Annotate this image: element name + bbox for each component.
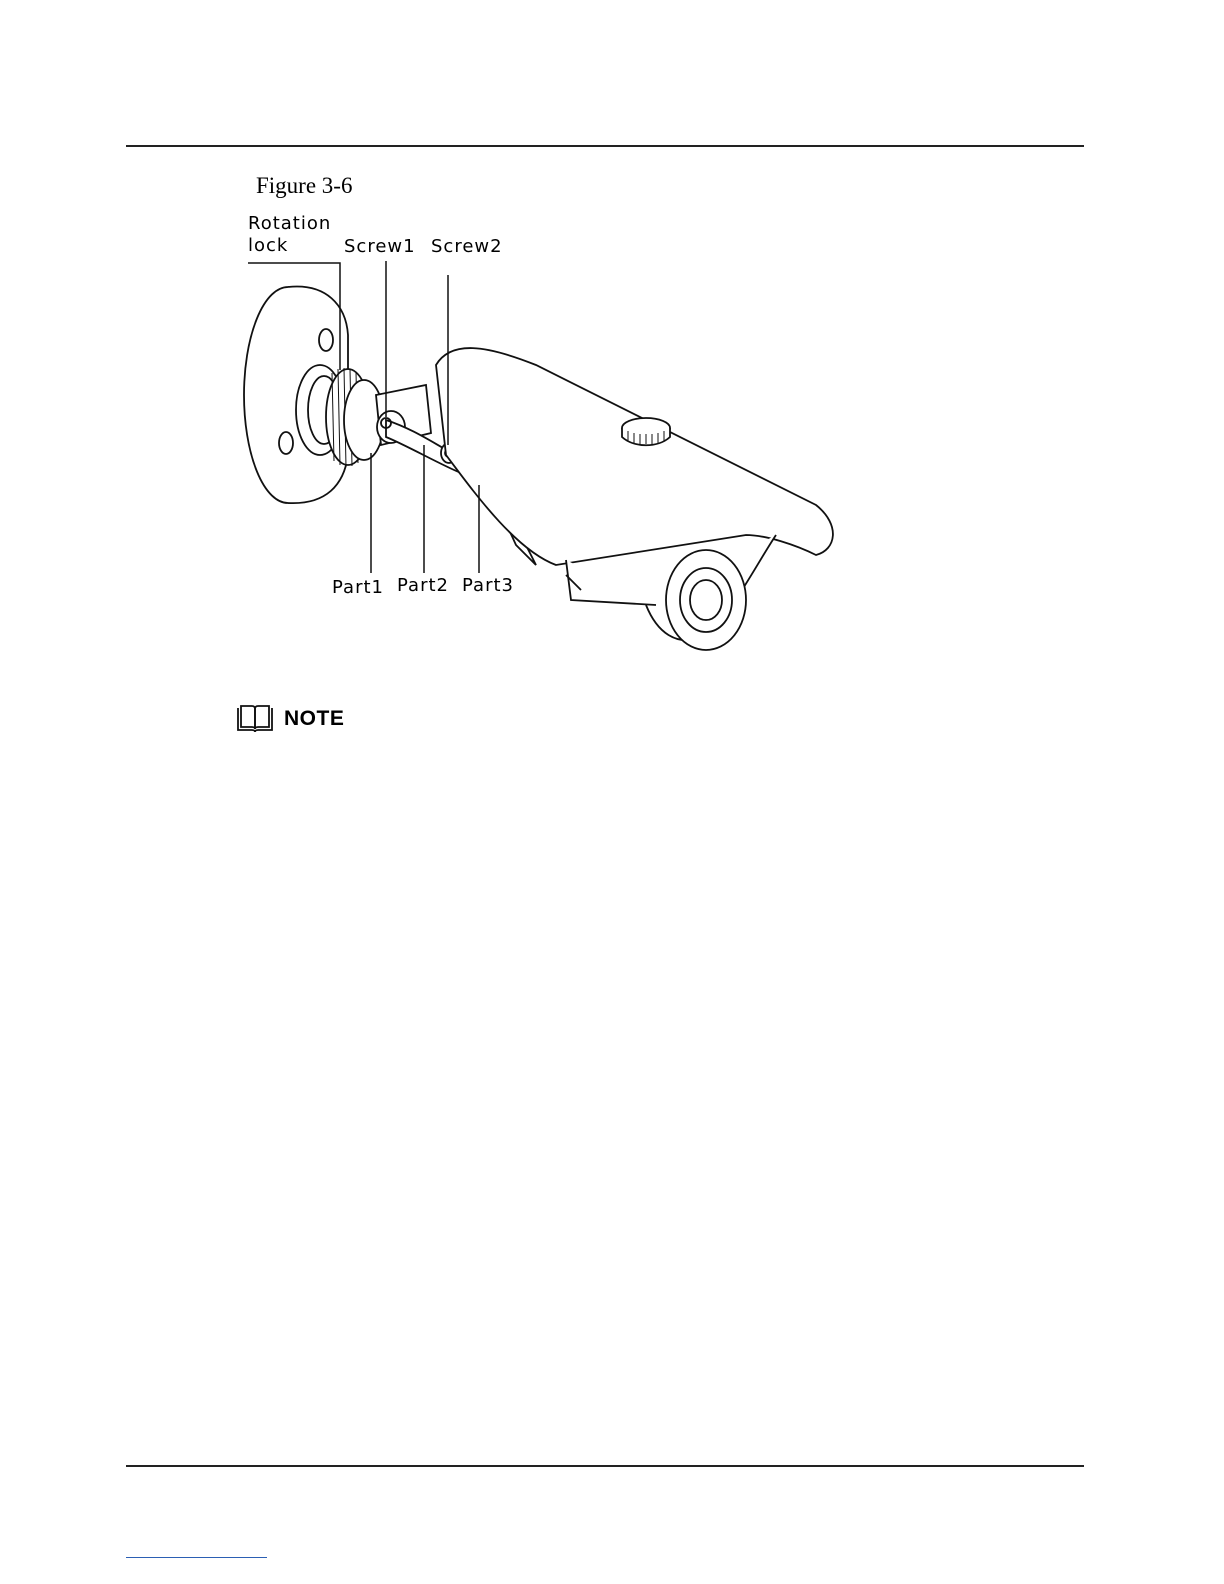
book-icon (236, 704, 274, 734)
callout-part1: Part1 (332, 577, 384, 598)
callout-rotation-lock-line2: lock (248, 235, 289, 256)
footer-rule (126, 1465, 1084, 1467)
note-heading (236, 704, 344, 734)
callout-rotation-lock-line1: Rotation (248, 213, 332, 234)
camera-illustration (236, 205, 856, 665)
callout-part3: Part3 (462, 575, 514, 596)
camera-body (436, 348, 833, 650)
rotation-lock-ring (326, 368, 384, 467)
sunshield-knob (622, 418, 670, 445)
figure-caption: Figure 3-6 (256, 173, 353, 198)
callout-screw1: Screw1 (344, 236, 416, 257)
callout-part2: Part2 (397, 575, 449, 596)
footer-link-underline[interactable] (126, 1557, 267, 1558)
note-label: NOTE (284, 707, 345, 730)
header-rule (126, 145, 1084, 147)
callout-rotation-lock (248, 213, 331, 257)
callout-screw2: Screw2 (431, 236, 503, 257)
